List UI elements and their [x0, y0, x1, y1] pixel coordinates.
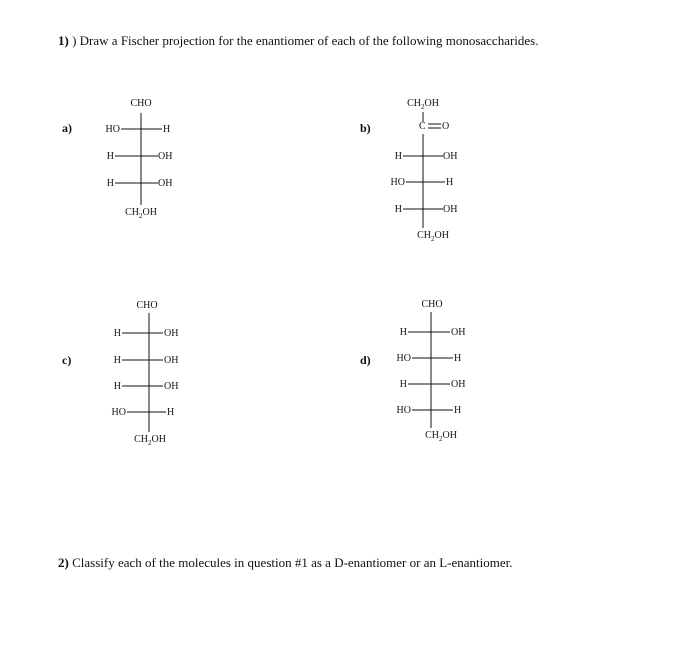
c-row4-right: H — [167, 407, 175, 418]
c-row1-right: OH — [164, 328, 179, 339]
a-top-group: CHO — [130, 98, 152, 109]
c-row1-left: H — [113, 328, 121, 339]
d-row1-left: H — [399, 327, 407, 338]
b-row3-left: H — [394, 204, 402, 215]
a-row2-left: H — [106, 151, 114, 162]
b-row2-left: HO — [390, 177, 405, 188]
a-bottom-group: $CH_2OH$ — [125, 207, 157, 220]
d-row1-right: OH — [451, 327, 466, 338]
d-row4-left: HO — [396, 405, 411, 416]
question-2-number: 2) — [58, 555, 69, 570]
b-carbonyl-carbon: C — [419, 121, 426, 132]
a-row3-left: H — [106, 178, 114, 189]
label-c: c) — [62, 353, 72, 367]
label-b: b) — [360, 121, 371, 135]
a-row1-left: HO — [105, 124, 120, 135]
b-row1-left: H — [394, 151, 402, 162]
c-row3-right: OH — [164, 381, 179, 392]
d-row2-right: H — [454, 353, 462, 364]
question-1-text: ) Draw a Fischer projection for the enantiomer of each of the following monosaccharides. — [72, 33, 539, 48]
c-top-group: CHO — [136, 300, 158, 311]
a-row2-right: OH — [158, 151, 173, 162]
d-row4-right: H — [454, 405, 462, 416]
a-row1-right: H — [163, 124, 171, 135]
label-d: d) — [360, 353, 371, 367]
label-a: a) — [62, 121, 72, 135]
b-carbonyl-oxygen: O — [442, 121, 450, 132]
b-top-group: $CH_2OH$ — [407, 98, 439, 111]
question-2 — [58, 555, 513, 571]
c-bottom-group: $CH_2OH$ — [134, 434, 166, 447]
b-bottom-group: $CH_2OH$ — [417, 230, 449, 243]
d-bottom-group: $CH_2OH$ — [425, 430, 457, 443]
c-row2-left: H — [113, 355, 121, 366]
b-row1-right: OH — [443, 151, 458, 162]
c-row4-left: HO — [111, 407, 126, 418]
question-2-text: Classify each of the molecules in question #1 as a D-enantiomer or an L-enantiomer. — [72, 555, 513, 570]
c-row3-left: H — [113, 381, 121, 392]
a-row3-right: OH — [158, 178, 173, 189]
question-1-number: 1) — [58, 33, 69, 48]
d-row3-right: OH — [451, 379, 466, 390]
c-row2-right: OH — [164, 355, 179, 366]
b-row3-right: OH — [443, 204, 458, 215]
d-row3-left: H — [399, 379, 407, 390]
b-row2-right: H — [446, 177, 454, 188]
d-row2-left: HO — [396, 353, 411, 364]
d-top-group: CHO — [421, 299, 443, 310]
